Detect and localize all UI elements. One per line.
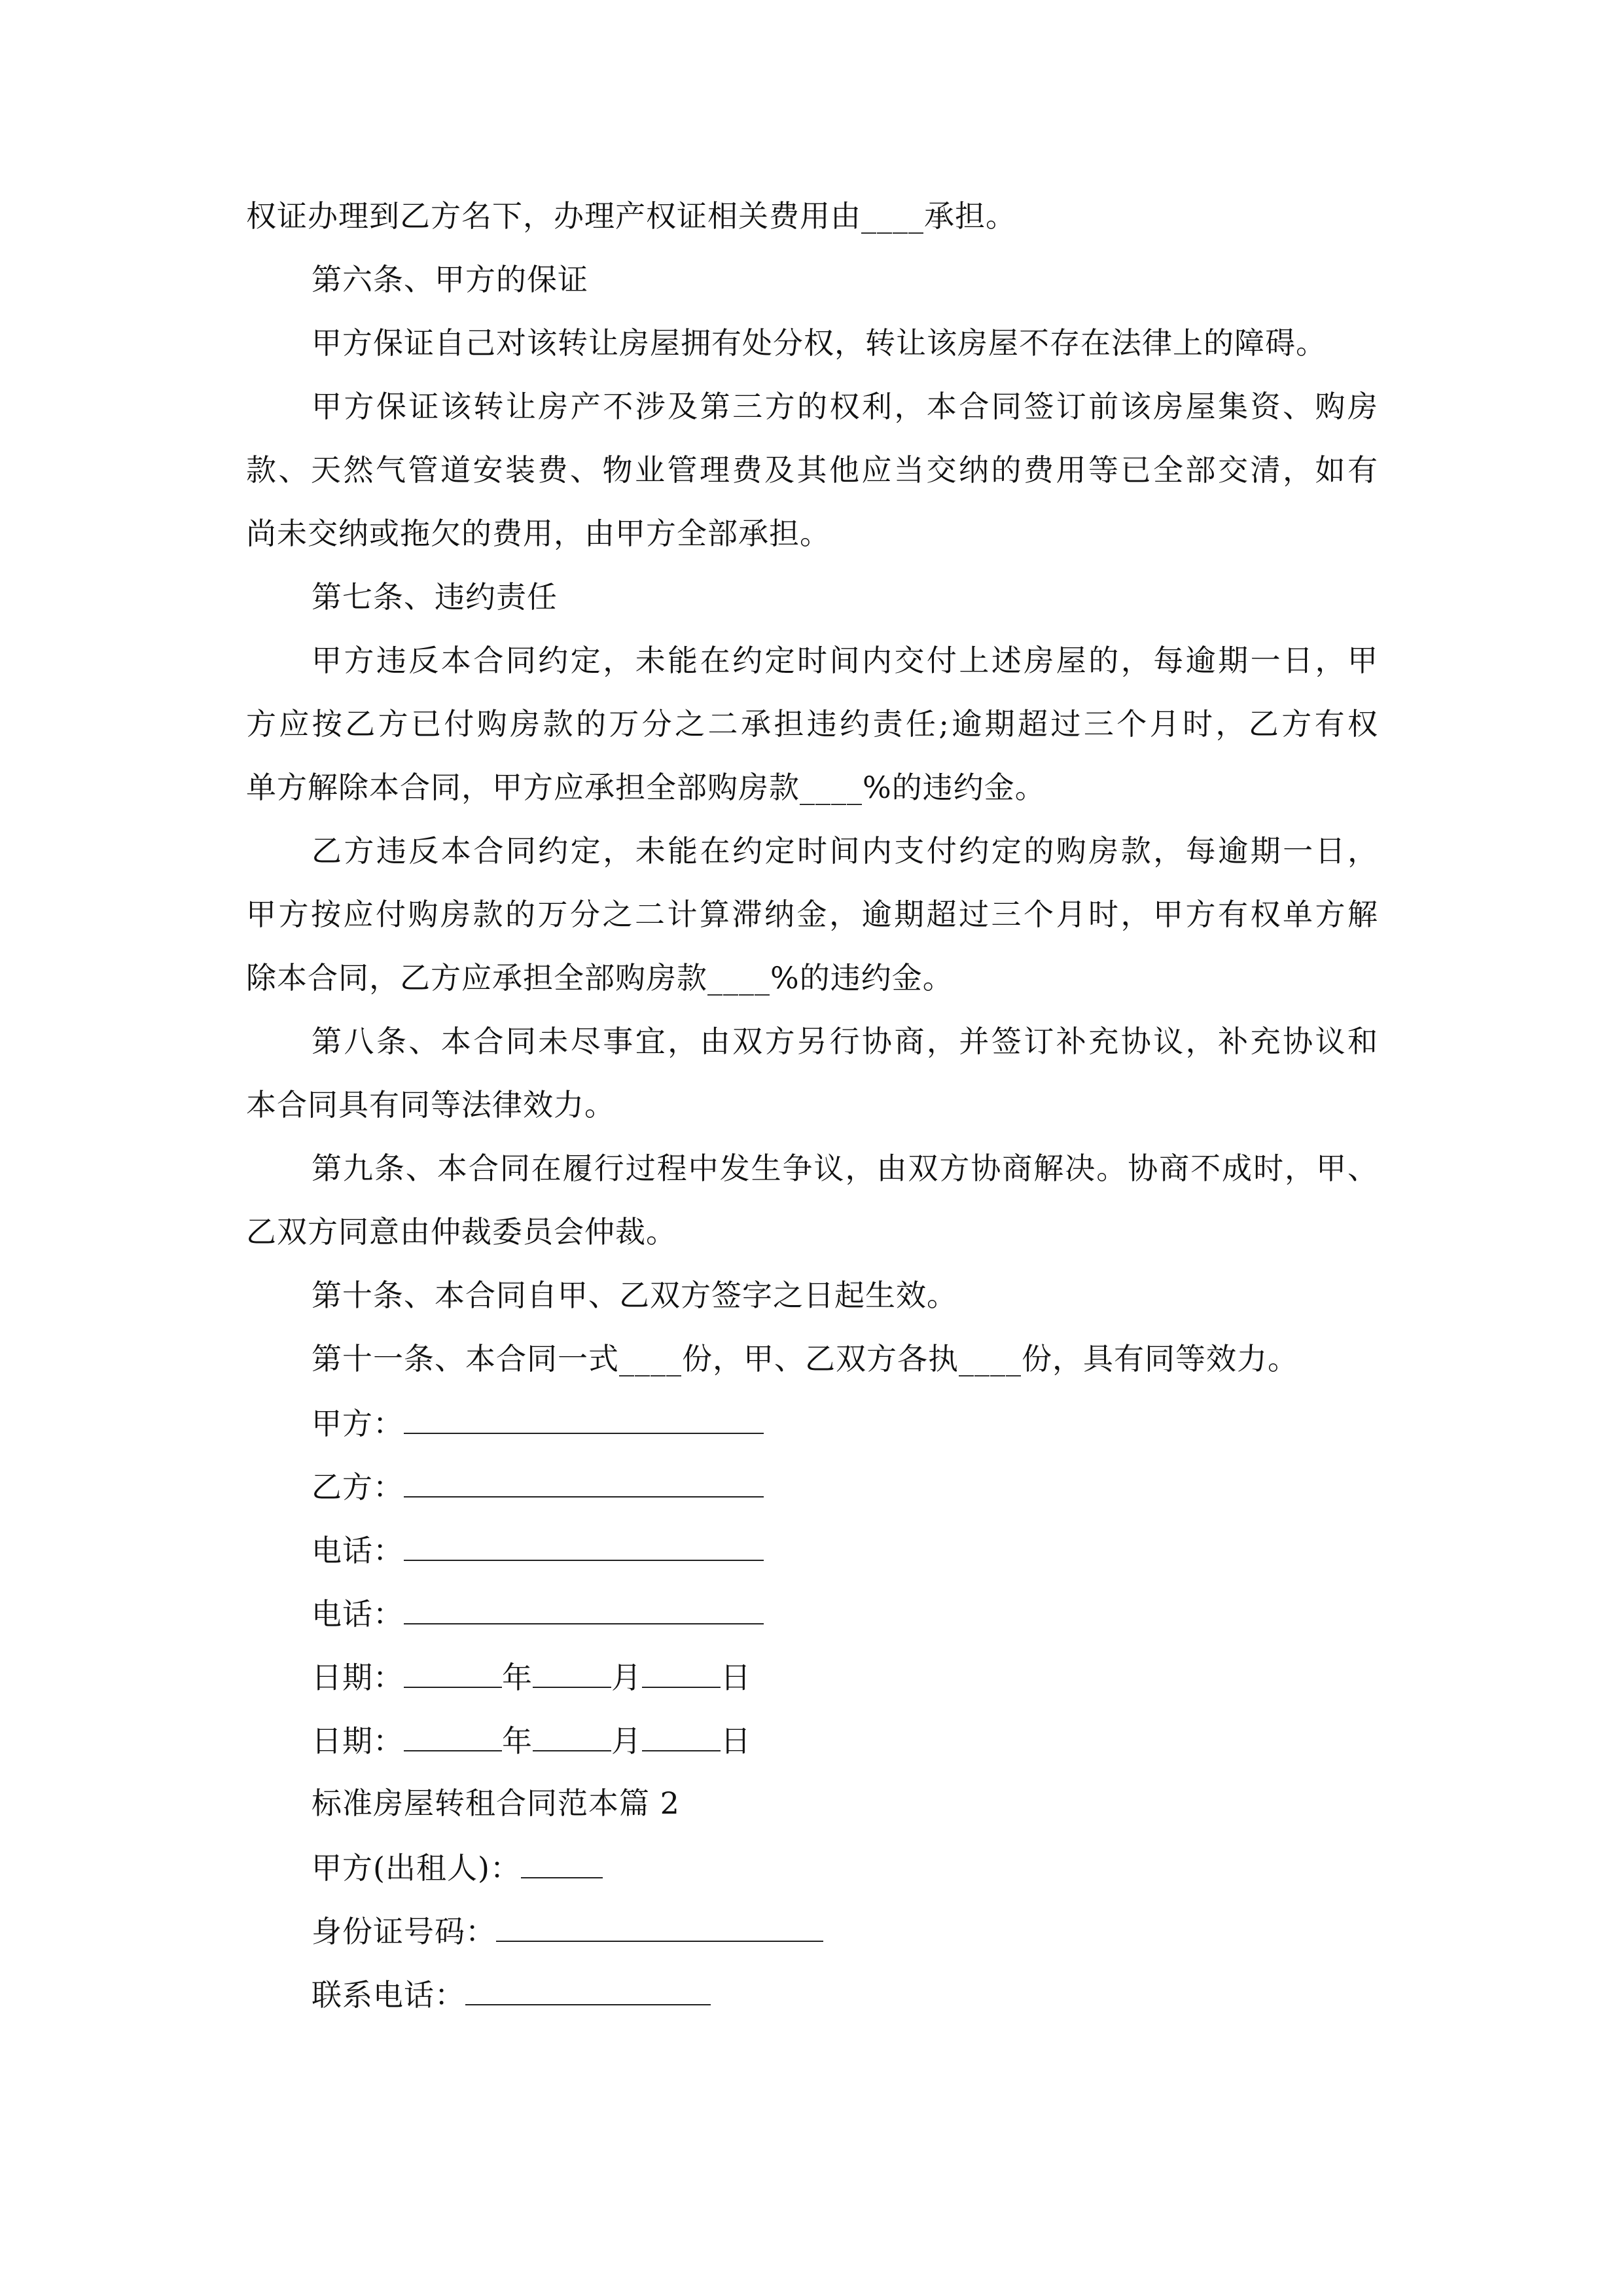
paragraph-line: 款、天然气管道安装费、物业管理费及其他应当交纳的费用等已全部交清，如有 xyxy=(246,452,1378,488)
article-11-line: 第十一条、本合同一式____份，甲、乙双方各执____份，具有同等效力。 xyxy=(312,1341,1298,1376)
paragraph-line: 甲方违反本合同约定，未能在约定时间内交付上述房屋的，每逾期一日，甲 xyxy=(312,643,1378,678)
lessor-row xyxy=(312,1847,603,1888)
paragraph-line: 本合同具有同等法律效力。 xyxy=(246,1087,615,1122)
lessor-blank xyxy=(521,1847,603,1878)
section-2-title: 标准房屋转租合同范本篇 2 xyxy=(312,1785,680,1821)
phone-row-2 xyxy=(312,1593,764,1634)
article-7-heading: 第七条、违约责任 xyxy=(312,579,558,615)
paragraph-line: 乙方违反本合同约定，未能在约定时间内支付约定的购房款，每逾期一日， xyxy=(312,833,1378,869)
paragraph-line: 尚未交纳或拖欠的费用，由甲方全部承担。 xyxy=(246,516,830,551)
paragraph-line: 除本合同，乙方应承担全部购房款____%的违约金。 xyxy=(246,960,954,996)
month-blank xyxy=(533,1720,611,1751)
date-row-1 xyxy=(312,1657,751,1697)
lessor-label: 甲方(出租人)： xyxy=(312,1850,521,1886)
year-blank xyxy=(404,1720,502,1751)
phone-blank xyxy=(404,1530,764,1561)
year-label: 年 xyxy=(502,1660,533,1695)
paragraph-line: 单方解除本合同，甲方应承担全部购房款____%的违约金。 xyxy=(246,770,1046,805)
id-number-row xyxy=(312,1910,823,1951)
paragraph-line: 甲方保证自己对该转让房屋拥有处分权，转让该房屋不存在法律上的障碍。 xyxy=(312,325,1327,361)
paragraph-line: 权证办理到乙方名下，办理产权证相关费用由____承担。 xyxy=(246,198,1016,234)
paragraph-line: 甲方按应付购房款的万分之二计算滞纳金，逾期超过三个月时，甲方有权单方解 xyxy=(246,897,1378,932)
day-label: 日 xyxy=(721,1660,751,1695)
article-8-line: 第八条、本合同未尽事宜，由双方另行协商，并签订补充协议，补充协议和 xyxy=(312,1024,1378,1059)
party-a-blank xyxy=(404,1403,764,1434)
month-label: 月 xyxy=(611,1660,642,1695)
day-blank xyxy=(642,1657,721,1688)
day-label: 日 xyxy=(721,1723,751,1759)
article-10-line: 第十条、本合同自甲、乙双方签字之日起生效。 xyxy=(312,1278,957,1313)
party-a-label: 甲方： xyxy=(312,1406,404,1441)
month-label: 月 xyxy=(611,1723,642,1759)
party-b-signature-row xyxy=(312,1466,764,1507)
paragraph-line: 乙双方同意由仲裁委员会仲裁。 xyxy=(246,1214,677,1249)
day-blank xyxy=(642,1720,721,1751)
article-6-heading: 第六条、甲方的保证 xyxy=(312,262,588,297)
paragraph-line: 方应按乙方已付购房款的万分之二承担违约责任;逾期超过三个月时，乙方有权 xyxy=(246,706,1378,742)
phone-label: 电话： xyxy=(312,1533,404,1568)
date-row-2 xyxy=(312,1720,751,1761)
date-label: 日期： xyxy=(312,1660,404,1695)
id-number-blank xyxy=(496,1910,823,1942)
month-blank xyxy=(533,1657,611,1688)
year-blank xyxy=(404,1657,502,1688)
paragraph-line: 甲方保证该转让房产不涉及第三方的权利，本合同签订前该房屋集资、购房 xyxy=(312,389,1378,424)
phone-label: 电话： xyxy=(312,1596,404,1632)
party-b-blank xyxy=(404,1466,764,1498)
phone-row-1 xyxy=(312,1530,764,1570)
article-9-line: 第九条、本合同在履行过程中发生争议，由双方协商解决。协商不成时，甲、 xyxy=(312,1151,1378,1186)
contact-phone-blank xyxy=(465,1974,711,2005)
contact-phone-row xyxy=(312,1974,711,2015)
party-b-label: 乙方： xyxy=(312,1469,404,1505)
phone-blank xyxy=(404,1593,764,1624)
id-number-label: 身份证号码： xyxy=(312,1914,496,1949)
year-label: 年 xyxy=(502,1723,533,1759)
contact-phone-label: 联系电话： xyxy=(312,1977,465,2013)
date-label: 日期： xyxy=(312,1723,404,1759)
party-a-signature-row xyxy=(312,1403,764,1443)
